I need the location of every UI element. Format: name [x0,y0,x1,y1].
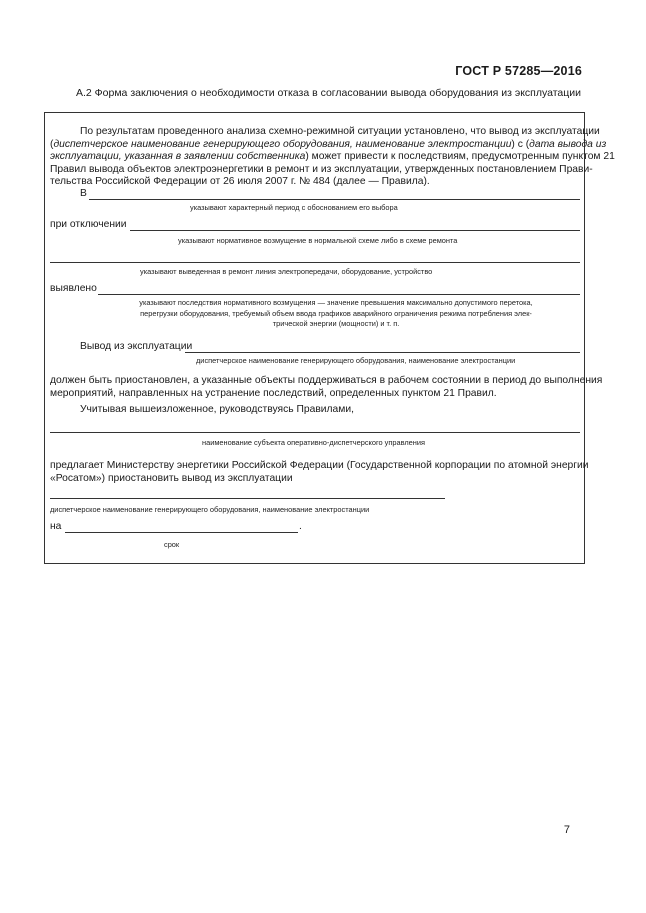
repair-field-line [50,262,580,263]
caption-period: указывают характерный период с обоснованием его выбора [190,203,398,212]
consequences-field-line [98,294,580,295]
decommission-prefix: Вывод из эксплуатации [80,341,193,352]
caption-disturbance: указывают нормативное возмущение в нормальной схеме либо в схеме ремонта [178,236,458,245]
caption-term: срок [164,540,180,549]
suspend-line-2: мероприятий, направленных на устранение последствий, определенных пунктом 21 Правил. [50,387,497,399]
generator-field-line [185,352,580,353]
document-code: ГОСТ Р 57285—2016 [455,64,582,78]
intro-line-5: тельства Российской Федерации от 26 июля 2007 г. № 484 (далее — Правила). [50,176,430,187]
caption-generator-2: диспетчерское наименование генерирующего оборудования, наименование электростанции [50,505,370,514]
generator2-field-line [50,498,445,499]
suspend-line-1: должен быть приостановлен, а указанные объекты поддерживаться в рабочем состоянии в период до выполнения [50,375,603,386]
caption-subject: наименование субъекта оперативно-диспетчерского управления [202,438,425,447]
proposes-line-1: предлагает Министерству энергетики Российской Федерации (Государственной корпорации по атомной энергии [50,460,589,471]
on-suffix: . [299,521,302,532]
considering-text: Учитывая вышеизложенное, руководствуясь Правилами, [80,404,354,415]
subject-field-line [50,432,580,433]
page-number: 7 [563,824,570,836]
disturbance-field-line [130,230,580,231]
intro-line-4: Правил вывода объектов электроэнергетики в ремонт и из эксплуатации, утвержденных постановлением Прави- [50,163,593,175]
caption-consequences: указывают последствия нормативного возмущения — значение превышения максимально допустимого перетока, перегрузки оборудования, требуемый объем ввода графиков аварийного ограничения режима потребления элек- трической энергии (мощности) и т. п. [139,298,533,328]
caption-generator: диспетчерское наименование генерирующего оборудования, наименование электростанции [196,356,516,365]
on-prefix: на [50,521,62,532]
term-field-line [65,532,298,533]
intro-line-3: эксплуатации, указанная в заявлении собственника) может привести к последствиям, предусмотренным пунктом 21 [50,151,615,162]
in-prefix: В [80,188,87,199]
revealed-prefix: выявлено [50,283,97,294]
section-title: А.2 Форма заключения о необходимости отказа в согласовании вывода оборудования из эксплуатации [76,87,581,99]
intro-line-2: (диспетчерское наименование генерирующего оборудования, наименование электростанции) с (дата вывода из [50,138,607,150]
proposes-line-2: «Росатом») приостановить вывод из эксплуатации [50,472,293,484]
intro-line-1: По результатам проведенного анализа схемно-режимной ситуации установлено, что вывод из эксплуатации [80,126,600,137]
disconnect-prefix: при отключении [50,219,127,230]
period-field-line [89,199,580,200]
form-box [44,112,615,564]
caption-repair: указывают выведенная в ремонт линия электропередачи, оборудование, устройство [140,267,433,276]
